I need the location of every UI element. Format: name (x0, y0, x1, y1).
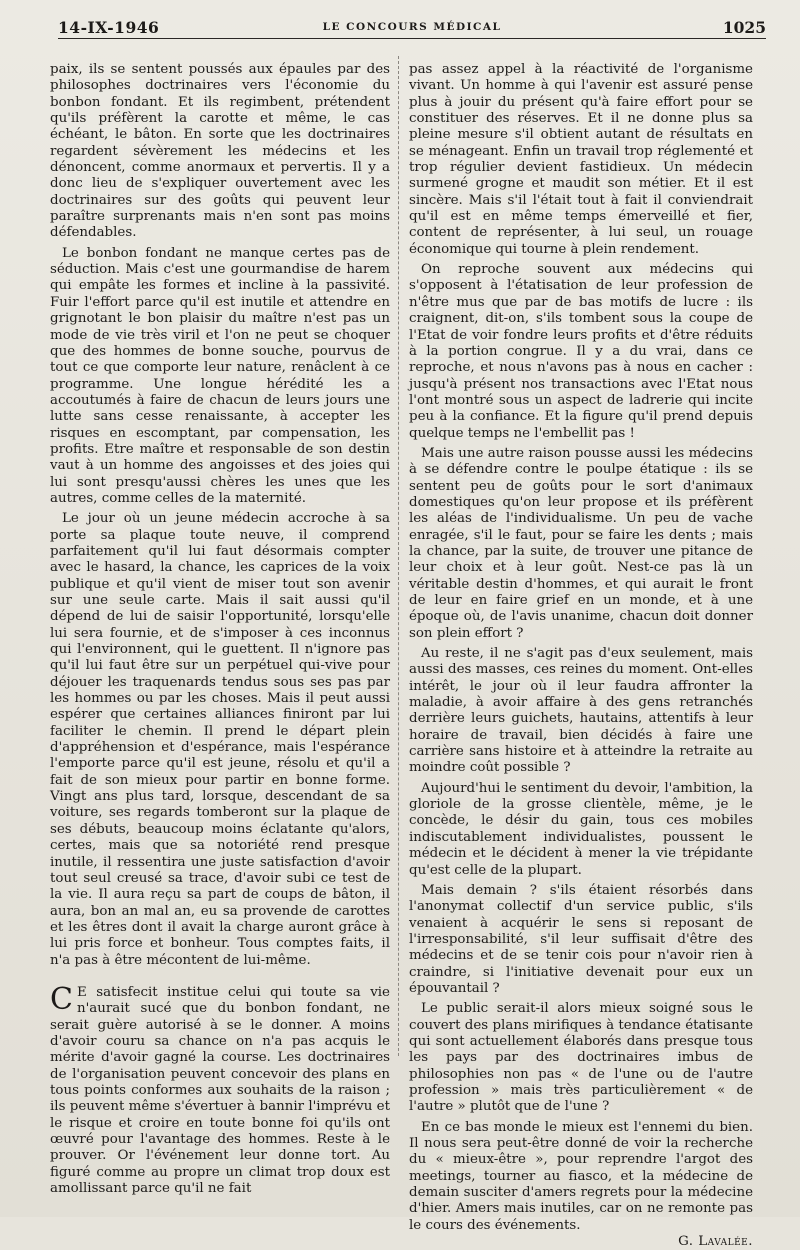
issue-date: 14-IX-1946 (58, 18, 160, 37)
left-column (50, 62, 390, 1197)
dropcap-letter: C (50, 981, 73, 1017)
running-header (58, 16, 766, 39)
journal-title: LE CONCOURS MÉDICAL (322, 21, 502, 33)
column-divider (398, 56, 399, 1056)
paragraph: Mais une autre raison pousse aussi les médecins à se défendre contre le poulpe étatique : ils se sentent peu de goûts pour le sort d'animaux domestiques qu'on leur propose et ils préfèrent les aléas de l'individualisme. Un peu de vache enragée, s'il le faut, pour se faire les dents ; mais la chance, par la suite, de trouver une pitance de leur choix et à leur goût. Nest-ce pas là un véritable destin d'hommes, et qui aurait le front de leur en faire grief en un monde, et à une époque où, de l'avis unanime, chacun doit donner son plein effort ? (409, 445, 753, 641)
paragraph: Le public serait-il alors mieux soigné sous le couvert des plans mirifiques à tendance étatisante qui sont actuellement élaborés dans presque tous les pays par des doctrinaires imbus de philosophies non pas « de l'une ou de l'autre profession » mais très particulièrement « de l'autre » plutôt que de l'une ? (409, 1001, 753, 1115)
paragraph: Aujourd'hui le sentiment du devoir, l'ambition, la gloriole de la grosse clientèle, même, je le concède, le désir du gain, tous ces mobiles indiscutablement individualistes, poussent le médecin et le décident à mener la vie trépidante qu'est celle de la plupart. (409, 780, 753, 878)
paragraph: Le jour où un jeune médecin accroche à sa porte sa plaque toute neuve, il comprend parfaitement qu'il lui faut désormais compter avec le hasard, la chance, les caprices de la voix publique et qu'il vient de miser tout son avenir sur une seule carte. Mais il sait aussi qu'il dépend de lui de saisir l'opportunité, lorsqu'elle lui sera fournie, et de s'imposer à ces inconnus qui l'environnent, qui le guettent. Il n'ignore pas qu'il lui faut être sur un perpétuel qui-vive pour déjouer les traquenards tendus sous ses pas par les hommes ou par les choses. Mais il peut aussi espérer que certaines alliances finiront par lui faciliter le chemin. Il prend le départ plein d'appréhension et d'espérance, mais l'espérance l'emporte parce qu'il est jeune, résolu et qu'il a fait de son mieux pour partir en bonne forme. Vingt ans plus tard, lorsque, descendant de sa voiture, ses regards tomberont sur la plaque de ses débuts, beaucoup moins éclatante qu'alors, certes, mais que sa notoriété rend presque inutile, il ressentira une juste satisfaction d'avoir tout seul creusé sa trace, d'avoir subi ce test de la vie. Il aura reçu sa part de coups de bâton, il aura, bon an mal an, eu sa provende de carottes et les êtres dont il avait la charge auront grâce à lui pris force et bonheur. Tous comptes faits, il n'a pas à être mécontent de lui-même. (50, 511, 390, 968)
paragraph: pas assez appel à la réactivité de l'organisme vivant. Un homme à qui l'avenir est assuré pense plus à jouir du présent qu'à faire effort pour se constituer des réserves. Et il ne donne plus sa pleine mesure s'il obtient autant de résultats en se ménageant. Enfin un travail trop réglementé et trop régulier devient fastidieux. Un médecin surmené grogne et maudit son métier. Et il est sincère. Mais s'il l'était tout à fait il conviendrait qu'il est en même temps émerveillé et fier, content de représenter, à lui seul, un rouage économique qui tourne à plein rendement. (409, 62, 753, 257)
paragraph (409, 1120, 753, 1250)
paragraph: Le bonbon fondant ne manque certes pas de séduction. Mais c'est une gourmandise de harem qui empâte les formes et incline à la passivité. Fuir l'effort parce qu'il est inutile et attendre en grignotant le bon plaisir du maître n'est pas un mode de vie très viril et l'on ne peut se choquer que des hommes de bonne souche, pourvus de tout ce que comporte leur nature, renâclent à ce programme. Une longue hérédité les a accoutumés à faire de chacun de leurs jours une lutte sans cesse renaissante, à accepter les risques en escomptant, par compensation, les profits. Etre maître et responsable de son destin vaut à un homme des angoisses et des joies qui lui sont presqu'aussi chères les unes que les autres, comme celles de la maternité. (50, 245, 390, 506)
right-column (409, 62, 753, 1250)
paragraph: On reproche souvent aux médecins qui s'opposent à l'étatisation de leur profession de n'être mus que par de bas motifs de lucre : ils craignent, dit-on, s'ils tombent sous la coupe de l'Etat de voir fondre leurs profits et d'être réduits à la portion congrue. Il y a du vrai, dans ce reproche, et nous n'avons pas à nous en cacher : jusqu'à présent nos transactions avec l'Etat nous l'ont montré sous un aspect de ladrerie qui incite peu à la confiance. Et la figure qu'il prend depuis quelque temps ne l'embellit pas ! (409, 262, 753, 441)
paragraph: Mais demain ? s'ils étaient résorbés dans l'anonymat collectif d'un service public, s'ils venaient à acquérir le sens si reposant de l'irresponsabilité, s'il leur suffisait d'être des médecins et de se tenir cois pour n'avoir rien à craindre, si l'initiative devenait pour eux un épouvantail ? (409, 882, 753, 996)
dropcap-paragraph (50, 981, 390, 1197)
page-number: 1025 (722, 18, 766, 37)
dropcap-paragraph-text: E satisfecit institue celui qui toute sa vie n'aurait sucé que du bonbon fondant, ne serait guère autorisé à se le donner. A moins d'avoir couru sa chance on n'a pas acquis le mérite d'avoir gagné la course. Les doctrinaires de l'organisation peuvent concevoir des plans en tous points conformes aux souhaits de la raison ; ils peuvent même s'évertuer à bannir l'imprévu et le risque et croire en toute bonne foi qu'ils ont œuvré pour l'avantage des hommes. Reste à le prouver. Or l'événement leur donne tort. Au figuré comme au propre un climat trop doux est amollissant parce qu'il ne fait (50, 984, 390, 1197)
paragraph: paix, ils se sentent poussés aux épaules par des philosophes doctrinaires vers l'économie du bonbon fondant. Et ils regimbent, prétendent qu'ils préfèrent la carotte et même, le cas échéant, le bâton. En sorte que les doctrinaires regardent sévèrement les médecins et les dénoncent, comme anormaux et pervertis. Il y a donc lieu de s'expliquer ouvertement avec les doctrinaires sur des goûts qui peuvent leur paraître surprenants mais n'en sont pas moins défendables. (50, 62, 390, 241)
author-signature: G. Lavalée. (678, 1234, 753, 1250)
closing-paragraph-text: En ce bas monde le mieux est l'ennemi du bien. Il nous sera peut-être donné de voir la recherche du « mieux-être », pour reprendre l'argot des meetings, tourner au fiasco, et la médecine de demain susciter d'amers regrets pour la médecine d'hier. Amers mais inutiles, car on ne remonte pas le cours des événements. (409, 1119, 753, 1233)
paragraph: Au reste, il ne s'agit pas d'eux seulement, mais aussi des masses, ces reines du moment. Ont-elles intérêt, le jour où il leur faudra affronter la maladie, à avoir affaire à des gens retranchés derrière leurs guichets, hautains, attentifs à leur horaire de travail, bien décidés à faire une carrière sans histoire et à atteindre la retraite au moindre coût possible ? (409, 646, 753, 776)
